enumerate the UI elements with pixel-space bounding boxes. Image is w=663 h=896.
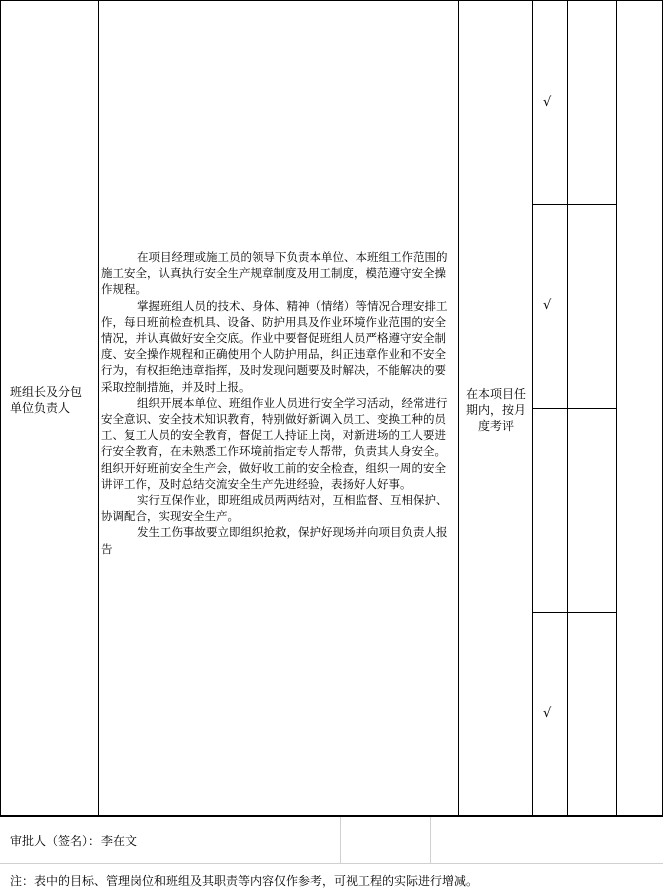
table-left-border [0,0,1,816]
sub-row-divider-1 [532,204,617,205]
assessment-cell: 在本项目任期内，按月度考评 [465,387,526,433]
duty-paragraph: 掌握班组人员的技术、身体、精神（情绪）等情况合理安排工作，每日班前检查机具、设备、防护用具及作业环境作业范围的安全情况，并认真做好安全交底。作业中要督促班组人员严格遵守安全制度、安全操作规程和正确使用个人防护用品，纠正违章作业和不安全行为，有权拒绝违章指挥，及时发现问题要及时解决，不能解决的要采取控制措施，并及时上报。 [101,298,448,394]
approval-row-divider-a [340,817,341,863]
sub-row-divider-3 [532,612,617,613]
main-row-bottom-border [0,815,663,817]
approver-label: 审批人（签名）： [10,834,101,848]
approval-row-bottom-border [0,863,663,864]
table-top-border [0,0,663,1]
check-mark: √ [543,706,552,721]
duty-paragraph: 在项目经理或施工员的领导下负责本单位、本班组工作范围的施工安全，认真执行安全生产规章制度及用工制度，模范遵守安全操作规程。 [101,250,448,297]
check-mark: √ [543,95,552,110]
duty-paragraph: 发生工伤事故要立即组织抢救，保护好现场并向项目负责人报告 [101,525,448,556]
col-divider-2 [458,0,459,816]
col-divider-1 [98,0,99,816]
approval-row-divider-b [430,817,431,863]
duty-paragraph: 组织开展本单位、班组作业人员进行安全学习活动，经常进行安全意识、安全技术知识教育，特别做好新调入员工、变换工种的员工、复工人员的安全教育，督促工人持证上岗，对新进场的工人要进行安全教育，在未熟悉工作环境前指定专人帮带，负责其人身安全。组织开好班前安全生产会，做好收工前的安全检查，组织一周的安全讲评工作，及时总结交流安全生产先进经验，表扬好人好事。 [101,395,448,491]
footnote: 注：表中的目标、管理岗位和班组及其职责等内容仅作参考，可视工程的实际进行增减。 [10,874,479,888]
duty-paragraph: 实行互保作业，即班组成员两两结对，互相监督、互相保护、协调配合，实现安全生产。 [101,493,448,524]
check-mark: √ [543,298,552,313]
role-cell: 班组长及分包单位负责人 [10,385,83,415]
approver-name: 李在文 [101,834,138,848]
duties-cell [101,249,457,557]
sub-row-divider-2 [532,408,617,409]
